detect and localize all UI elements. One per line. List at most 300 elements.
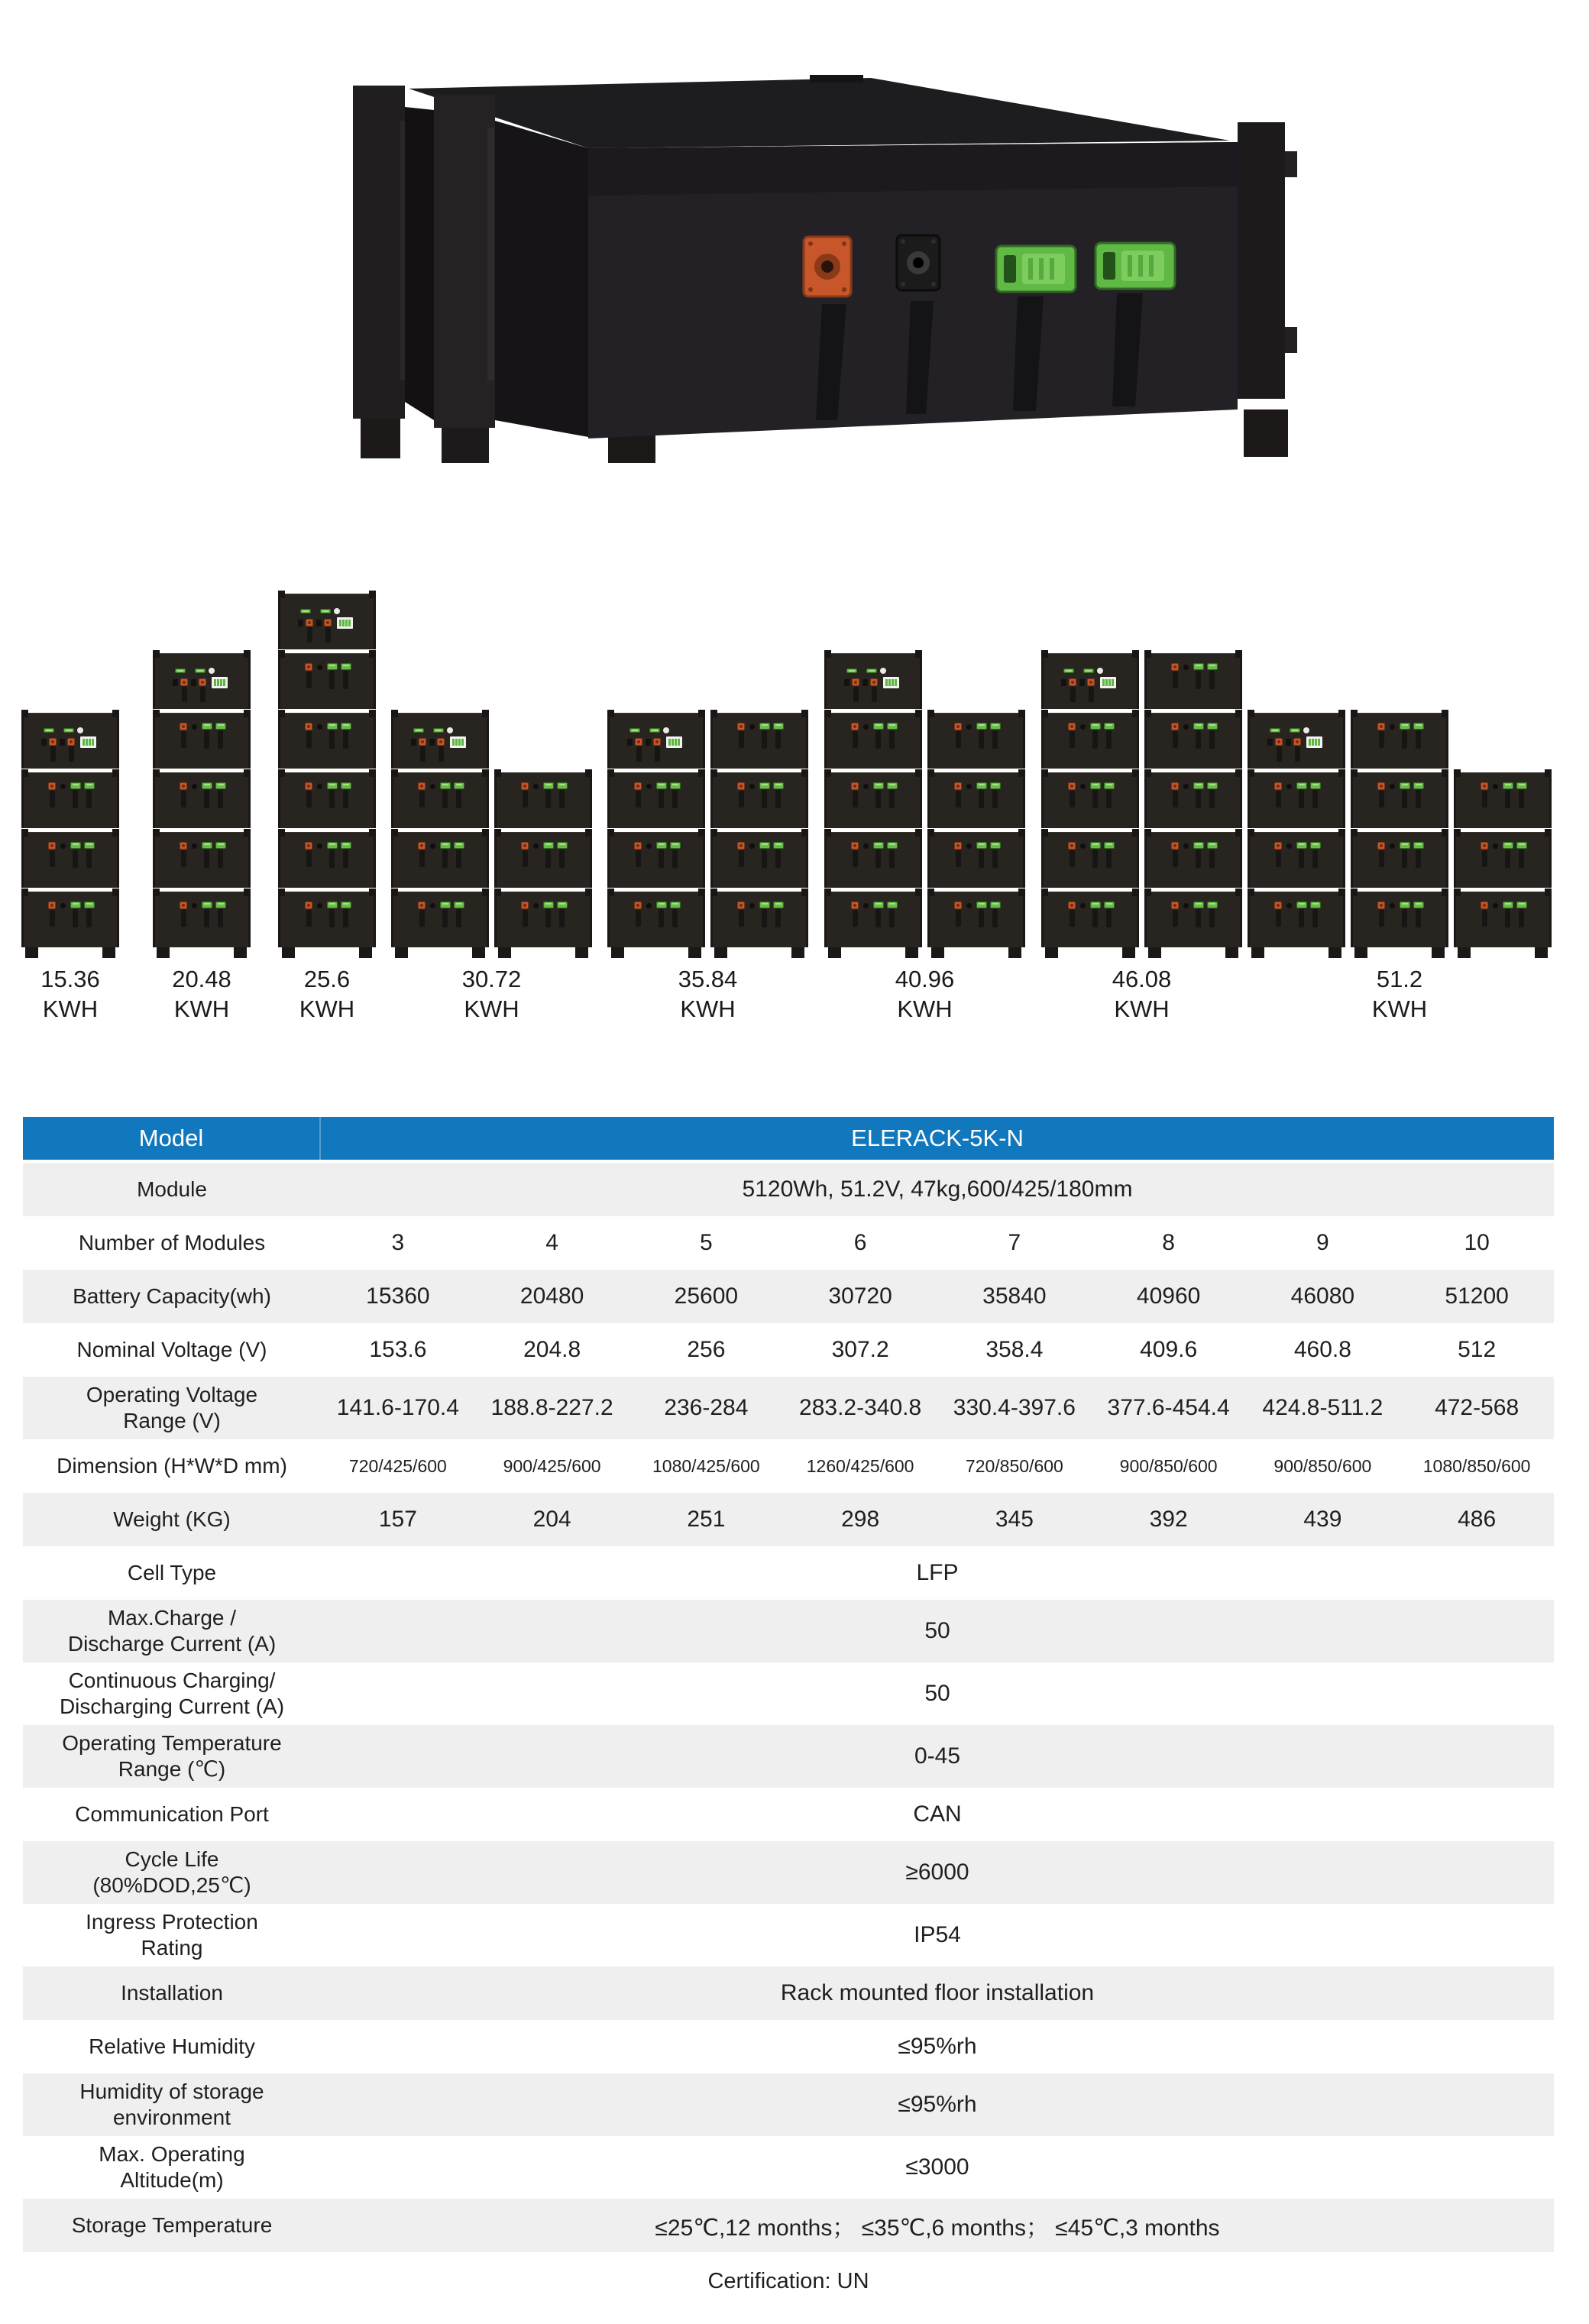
- green-connector: [215, 842, 226, 849]
- spec-value: 392: [1149, 1507, 1188, 1532]
- terminal-round: [430, 903, 435, 908]
- terminal-orange: [954, 782, 962, 790]
- cable-shadow: [1312, 909, 1318, 927]
- terminal-orange: [635, 738, 642, 746]
- terminal-round: [1183, 784, 1189, 789]
- terminal-orange: [1069, 678, 1076, 686]
- terminal-black: [627, 739, 633, 746]
- capacity-label: [153, 964, 251, 1024]
- battery-module: [824, 892, 922, 947]
- green-connector: [1193, 723, 1204, 730]
- cable-shadow: [523, 791, 528, 808]
- terminal-round: [1080, 843, 1086, 849]
- cable-shadow: [1416, 730, 1421, 749]
- certification-value: Certification: UN: [707, 2268, 869, 2293]
- spec-value: 900/425/600: [503, 1455, 601, 1476]
- spec-rows: [23, 1163, 1554, 2310]
- terminal-orange: [653, 738, 661, 746]
- terminal-round: [749, 784, 755, 789]
- green-connector: [1516, 901, 1527, 908]
- green-connector: [990, 782, 1001, 789]
- green-connector: [656, 842, 667, 849]
- green-connector: [1104, 723, 1115, 730]
- spec-label: Max. Operating Altitude(m): [99, 2142, 245, 2192]
- control-module: [391, 713, 489, 769]
- cable-shadow: [204, 730, 209, 749]
- battery-module: [927, 832, 1025, 888]
- green-connector: [1296, 842, 1307, 849]
- green-connector: [215, 901, 226, 908]
- status-led-strip: [1063, 668, 1074, 673]
- capacity-value: 40.96: [895, 966, 955, 992]
- spec-values: [321, 1725, 1554, 1788]
- green-connector: [440, 842, 451, 849]
- spec-value: CAN: [913, 1801, 962, 1827]
- green-connector: [1193, 663, 1204, 670]
- terminal-round: [1080, 784, 1086, 789]
- status-led-strip: [433, 728, 444, 733]
- terminal-round: [1183, 724, 1189, 730]
- cable-shadow: [1196, 850, 1201, 868]
- cable-shadow: [872, 687, 877, 702]
- spec-row: [23, 1377, 1554, 1439]
- battery-module: [278, 832, 376, 888]
- green-connector: [1503, 782, 1513, 789]
- status-led-strip: [300, 609, 311, 613]
- cable-shadow: [545, 790, 551, 808]
- terminal-black: [1061, 679, 1066, 686]
- cable-shadow: [456, 909, 461, 927]
- status-led-strip: [175, 668, 186, 673]
- cable-shadow: [329, 850, 335, 868]
- status-led-strip: [413, 728, 424, 733]
- cable-shadow: [636, 746, 642, 762]
- capacity-label: [824, 964, 1025, 1024]
- green-connector: [1090, 842, 1101, 849]
- terminal-round: [749, 724, 755, 730]
- spec-row: [23, 1439, 1554, 1493]
- cable-shadow: [419, 850, 425, 867]
- green-connector: [341, 663, 351, 670]
- terminal-round: [317, 903, 322, 908]
- stack-feet: [1351, 947, 1448, 958]
- spec-value: IP54: [914, 1922, 961, 1947]
- terminal-orange: [1377, 901, 1385, 909]
- terminal-orange: [1068, 901, 1076, 909]
- terminal-black: [429, 739, 435, 746]
- spec-label: Operating Voltage Range (V): [86, 1383, 258, 1432]
- green-connector: [202, 901, 212, 908]
- spec-label: Number of Modules: [78, 1231, 266, 1254]
- battery-module: [710, 713, 808, 769]
- battery-module: [607, 772, 705, 828]
- cable-shadow: [1106, 790, 1112, 808]
- cable-shadow: [659, 790, 664, 808]
- battery-module: [1454, 832, 1552, 888]
- green-connector: [990, 901, 1001, 908]
- terminal-orange: [1481, 901, 1488, 909]
- cable-shadow: [775, 909, 781, 927]
- green-connector: [327, 901, 338, 908]
- cable-shadow: [1276, 791, 1281, 808]
- battery-module: [494, 832, 592, 888]
- spec-row: [23, 1546, 1554, 1600]
- spec-label: Battery Capacity(wh): [73, 1284, 271, 1308]
- status-led-strip: [195, 668, 206, 673]
- spec-row: [23, 1270, 1554, 1323]
- cable-shadow: [1416, 790, 1421, 808]
- spec-label: Cycle Life (80%DOD,25℃): [92, 1847, 251, 1897]
- cable-shadow: [1299, 790, 1304, 808]
- cable-shadow: [73, 850, 78, 868]
- spec-value: 720/850/600: [965, 1455, 1063, 1476]
- spec-value: ≥6000: [905, 1860, 969, 1885]
- terminal-orange: [305, 723, 312, 730]
- indicator-lamp: [663, 727, 669, 733]
- green-connector: [70, 782, 81, 789]
- terminal-orange: [521, 901, 529, 909]
- cable-shadow: [979, 790, 984, 808]
- battery-module: [1041, 832, 1139, 888]
- green-connector: [327, 663, 338, 670]
- cable-shadow: [343, 671, 348, 689]
- cable-shadow: [329, 671, 335, 689]
- spec-label: Max.Charge / Discharge Current (A): [67, 1606, 277, 1656]
- cable-shadow: [853, 791, 858, 808]
- spec-value: 486: [1458, 1507, 1497, 1532]
- control-module: [824, 653, 922, 709]
- stack-feet: [1248, 947, 1345, 958]
- cable-shadow: [442, 850, 448, 868]
- battery-stack-column: [1144, 653, 1242, 958]
- terminal-round: [60, 784, 66, 789]
- terminal-orange: [418, 842, 426, 850]
- terminal-black: [60, 739, 65, 746]
- green-connector: [1503, 901, 1513, 908]
- green-connector: [215, 723, 226, 730]
- terminal-round: [1390, 843, 1395, 849]
- battery-module: [1144, 713, 1242, 769]
- green-connector: [887, 901, 898, 908]
- cable-shadow: [1276, 910, 1281, 927]
- cable-shadow: [86, 790, 92, 808]
- green-connector: [1090, 723, 1101, 730]
- cable-shadow: [659, 850, 664, 868]
- status-led-strip: [1270, 728, 1280, 733]
- terminal-orange: [48, 842, 56, 850]
- spec-value: 8: [1162, 1230, 1175, 1255]
- terminal-round: [60, 903, 66, 908]
- cable-shadow: [86, 850, 92, 868]
- green-connector: [1193, 901, 1204, 908]
- cable-shadow: [979, 909, 984, 927]
- green-connector: [1400, 723, 1410, 730]
- green-connector: [759, 723, 770, 730]
- battery-module: [278, 653, 376, 709]
- battery-module: [927, 772, 1025, 828]
- cable-shadow: [419, 791, 425, 808]
- cable-shadow: [636, 910, 641, 927]
- green-connector: [1400, 901, 1410, 908]
- cable-shadow: [889, 909, 895, 927]
- terminal-orange: [1377, 723, 1385, 730]
- battery-module: [21, 832, 119, 888]
- cable-shadow: [1402, 790, 1407, 808]
- terminal-orange: [851, 723, 859, 730]
- terminal-round: [1493, 843, 1498, 849]
- circuit-breaker-panel: [1100, 677, 1116, 688]
- green-connector: [887, 842, 898, 849]
- terminal-orange: [954, 723, 962, 730]
- terminal-orange: [634, 901, 642, 909]
- terminal-orange: [737, 782, 745, 790]
- terminal-black: [1079, 679, 1085, 686]
- spec-values: [321, 1323, 1554, 1377]
- cable-shadow: [875, 909, 881, 927]
- terminal-round: [192, 843, 197, 849]
- terminal-orange: [737, 842, 745, 850]
- cable-shadow: [853, 731, 858, 748]
- terminal-round: [192, 724, 197, 730]
- terminal-orange: [852, 678, 859, 686]
- indicator-lamp: [334, 608, 340, 614]
- terminal-round: [966, 724, 972, 730]
- cable-shadow: [1312, 850, 1318, 868]
- battery-stack-column: [494, 772, 592, 958]
- green-connector: [557, 901, 568, 908]
- capacity-value: 35.84: [678, 966, 738, 992]
- spec-row: [23, 1725, 1554, 1788]
- battery-module: [927, 892, 1025, 947]
- spec-value: 25600: [674, 1283, 739, 1309]
- green-connector: [84, 842, 95, 849]
- battery-module: [21, 892, 119, 947]
- terminal-round: [430, 843, 435, 849]
- circuit-breaker-panel: [450, 736, 466, 748]
- status-led-strip: [1083, 668, 1094, 673]
- battery-module: [710, 772, 808, 828]
- spec-value: 298: [841, 1507, 880, 1532]
- cable-shadow: [1209, 730, 1215, 749]
- cable-shadow: [992, 850, 998, 868]
- battery-module: [153, 772, 251, 828]
- battery-stack-column: [21, 713, 119, 958]
- battery-stack-column: [1454, 772, 1552, 958]
- stack-feet: [824, 947, 922, 958]
- green-connector: [215, 782, 226, 789]
- spec-row: [23, 1493, 1554, 1546]
- capacity-unit: KWH: [464, 995, 519, 1022]
- spec-value: 20480: [519, 1283, 584, 1309]
- green-connector: [887, 723, 898, 730]
- spec-row: [23, 1216, 1554, 1270]
- terminal-orange: [418, 901, 426, 909]
- terminal-black: [41, 739, 47, 746]
- terminal-black: [1286, 739, 1291, 746]
- cable-shadow: [1519, 850, 1524, 868]
- cable-shadow: [1416, 909, 1421, 927]
- terminal-round: [1493, 784, 1498, 789]
- green-connector: [1104, 782, 1115, 789]
- battery-module: [1144, 653, 1242, 709]
- battery-module: [710, 832, 808, 888]
- spec-row: [23, 1163, 1554, 1216]
- cable-shadow: [1379, 910, 1384, 927]
- spec-label: Installation: [121, 1981, 223, 2005]
- spec-value: 3: [391, 1230, 405, 1255]
- spec-values: [321, 1270, 1554, 1323]
- cable-shadow: [50, 791, 55, 808]
- cable-shadow: [218, 730, 223, 749]
- terminal-orange: [954, 842, 962, 850]
- spec-label: Cell Type: [127, 1561, 217, 1584]
- terminal-orange: [180, 901, 187, 909]
- terminal-orange: [180, 782, 187, 790]
- indicator-lamp: [1303, 727, 1309, 733]
- cable-shadow: [559, 790, 565, 808]
- green-connector: [341, 782, 351, 789]
- stack-feet: [710, 947, 808, 958]
- status-led-strip: [649, 728, 660, 733]
- spec-table: [23, 1117, 1554, 2310]
- terminal-black: [411, 739, 416, 746]
- spec-label: Module: [137, 1177, 207, 1201]
- spec-value: 30720: [828, 1283, 892, 1309]
- green-connector: [1090, 901, 1101, 908]
- cable-shadow: [739, 731, 744, 748]
- battery-module: [278, 772, 376, 828]
- battery-stack-configurations: [0, 0, 1589, 1115]
- terminal-round: [863, 843, 869, 849]
- cable-shadow: [559, 909, 565, 927]
- cable-shadow: [1196, 790, 1201, 808]
- battery-module: [607, 892, 705, 947]
- battery-module: [1454, 772, 1552, 828]
- spec-values: [321, 1493, 1554, 1546]
- cable-shadow: [545, 850, 551, 868]
- spec-value: 50: [924, 1618, 950, 1643]
- green-connector: [327, 842, 338, 849]
- green-connector: [1310, 901, 1321, 908]
- spec-values: [321, 1216, 1554, 1270]
- cable-shadow: [204, 850, 209, 868]
- control-module: [153, 653, 251, 709]
- indicator-lamp: [77, 727, 83, 733]
- terminal-black: [1267, 739, 1273, 746]
- spec-value: 439: [1303, 1507, 1342, 1532]
- spec-value: 50: [924, 1681, 950, 1706]
- capacity-unit: KWH: [173, 995, 230, 1022]
- terminal-round: [317, 724, 322, 730]
- terminal-orange: [67, 738, 75, 746]
- spec-value: 424.8-511.2: [1262, 1395, 1383, 1420]
- stack-feet: [391, 947, 489, 958]
- green-connector: [990, 723, 1001, 730]
- stack-feet: [927, 947, 1025, 958]
- terminal-orange: [1377, 842, 1385, 850]
- cable-shadow: [636, 791, 641, 808]
- terminal-round: [1286, 784, 1292, 789]
- cable-shadow: [875, 730, 881, 749]
- capacity-label: [1041, 964, 1242, 1024]
- spec-value: 358.4: [985, 1337, 1044, 1362]
- terminal-round: [646, 843, 652, 849]
- stack-feet: [153, 947, 251, 958]
- cable-shadow: [419, 910, 425, 927]
- green-connector: [84, 782, 95, 789]
- cable-shadow: [979, 850, 984, 868]
- cable-shadow: [1173, 850, 1178, 867]
- status-led-strip: [63, 728, 74, 733]
- spec-value: 51200: [1445, 1283, 1509, 1309]
- green-connector: [1090, 782, 1101, 789]
- cable-shadow: [1173, 672, 1178, 688]
- spec-value: 9: [1316, 1230, 1329, 1255]
- green-connector: [1207, 901, 1218, 908]
- terminal-round: [1080, 724, 1086, 730]
- cable-shadow: [1070, 850, 1075, 867]
- spec-value: 204: [532, 1507, 571, 1532]
- table-header-row: [23, 1117, 1554, 1160]
- terminal-orange: [870, 678, 878, 686]
- cable-shadow: [306, 672, 312, 688]
- spec-label: Operating Temperature Range (℃): [62, 1731, 282, 1781]
- terminal-round: [1286, 843, 1292, 849]
- spec-value: 35840: [982, 1283, 1047, 1309]
- cable-shadow: [1295, 746, 1300, 762]
- spec-label: Relative Humidity: [89, 2034, 255, 2058]
- status-led-strip: [629, 728, 640, 733]
- spec-value: 10: [1464, 1230, 1490, 1255]
- spec-values: [321, 1904, 1554, 1966]
- spec-value: ≤95%rh: [898, 2092, 977, 2117]
- cable-shadow: [672, 790, 678, 808]
- terminal-black: [173, 679, 178, 686]
- status-led-strip: [44, 728, 54, 733]
- cable-shadow: [329, 909, 335, 927]
- indicator-lamp: [209, 668, 215, 674]
- cable-shadow: [1092, 730, 1098, 749]
- terminal-orange: [851, 901, 859, 909]
- spec-value: 153.6: [369, 1337, 427, 1362]
- green-connector: [773, 842, 784, 849]
- cable-shadow: [182, 687, 187, 702]
- green-connector: [1207, 782, 1218, 789]
- spec-row: [23, 1788, 1554, 1841]
- terminal-round: [646, 903, 652, 908]
- cable-shadow: [439, 746, 444, 762]
- green-connector: [1413, 723, 1424, 730]
- cable-shadow: [853, 910, 858, 927]
- cable-shadow: [1092, 790, 1098, 808]
- cable-shadow: [204, 909, 209, 927]
- green-connector: [440, 901, 451, 908]
- spec-value: 330.4-397.6: [953, 1395, 1076, 1420]
- cable-shadow: [992, 790, 998, 808]
- spec-value: ≤25℃,12 months； ≤35℃,6 months； ≤45℃,3 months: [655, 2216, 1220, 2241]
- green-connector: [976, 842, 987, 849]
- cable-shadow: [979, 730, 984, 749]
- green-connector: [1207, 663, 1218, 670]
- cable-shadow: [1209, 909, 1215, 927]
- green-connector: [1400, 782, 1410, 789]
- terminal-orange: [305, 901, 312, 909]
- spec-row: [23, 1841, 1554, 1904]
- battery-module: [927, 713, 1025, 769]
- green-connector: [70, 901, 81, 908]
- cable-shadow: [73, 909, 78, 927]
- cable-shadow: [992, 730, 998, 749]
